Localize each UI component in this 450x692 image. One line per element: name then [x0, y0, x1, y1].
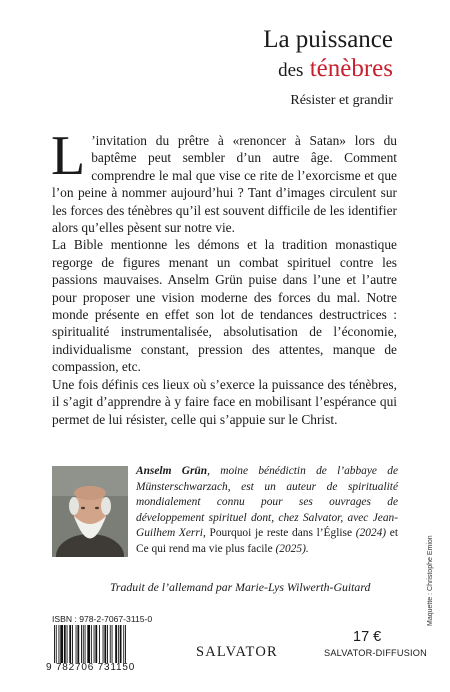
title-line-2-prefix: des	[278, 60, 304, 81]
barcode-bar	[67, 625, 68, 663]
author-book-2: Ce qui rend ma vie plus facile	[136, 542, 276, 555]
author-book-1-year: (2024)	[355, 527, 387, 540]
barcode-number: 9 782706 731150	[46, 662, 136, 673]
barcode-bar	[54, 625, 55, 663]
blurb-paragraph-2: La Bible mentionne les démons et la tradition monastique regorge de figures menant un combat spirituel contre les passions mauvaises. Anselm Grün puise dans l’une et l’autre pour proposer une vision moderne des forces du mal. Notre monde présente en effet son lot de tendances destructrices : spiritualité instrumentalisée, absolutisation de l’économie, individualisme constant, pression des attentes, manque de compassion, etc.	[52, 237, 397, 375]
barcode-bar	[69, 625, 71, 663]
barcode-bar	[107, 625, 108, 663]
author-book-1: Pourquoi je reste dans l’Église	[205, 527, 356, 540]
barcode-bar	[77, 625, 79, 663]
book-subtitle: Résister et grandir	[290, 93, 393, 108]
barcode-bar	[59, 625, 60, 663]
author-bio-text: , moine bénédictin de l’abbaye de Münsterschwarzach, est un auteur de spiritualité mondialement connu pour ses ouvrages de développement spirituel dont, chez Salvator, avec Jean-Guilhem Xerri,	[136, 465, 399, 540]
barcode-bar	[60, 625, 63, 663]
barcode-bar	[110, 625, 111, 663]
barcode-bar	[123, 625, 124, 663]
design-credit: Maquette : Christophe Emion	[427, 535, 434, 626]
title-line-1: La puissance	[263, 26, 393, 53]
blurb-paragraph-3: Une fois définis ces lieux où s’exerce la puissance des ténèbres, il s’agit d’apprendre à y faire face en mobilisant l’espérance qui permet de lui résister, celle qui s’appuie sur le Christ.	[52, 376, 397, 427]
title-line-2-accent: ténèbres	[309, 55, 393, 82]
barcode-bar	[104, 625, 106, 663]
barcode-bar	[94, 625, 95, 663]
author-book-2-year: (2025).	[275, 542, 309, 555]
barcode-bar	[99, 625, 100, 663]
barcode-bar	[125, 625, 126, 663]
blurb-text	[51, 125, 397, 428]
barcode-bar	[87, 625, 90, 663]
barcode-bar	[95, 625, 97, 663]
translator-credit: Traduit de l’allemand par Marie-Lys Wilwerth-Guitard	[110, 580, 371, 594]
book-title	[263, 26, 393, 86]
barcode-bar	[81, 625, 82, 663]
barcode-bar	[83, 625, 84, 663]
barcode-bar	[112, 625, 113, 663]
barcode-bar	[64, 625, 66, 663]
barcode-bar	[118, 625, 119, 663]
drop-cap: L	[51, 125, 86, 187]
barcode-bar	[72, 625, 73, 663]
author-photo	[52, 466, 128, 557]
barcode-bar	[56, 625, 57, 663]
barcode-bar	[120, 625, 122, 663]
barcode-bar	[91, 625, 92, 663]
author-bio	[136, 464, 398, 558]
author-name: Anselm Grün	[136, 465, 208, 477]
barcode-icon	[52, 625, 164, 663]
barcode-bar	[115, 625, 117, 663]
barcode-bar	[103, 625, 104, 663]
blurb-paragraph-1-text: ’invitation du prêtre à «renoncer à Satan» lors du baptême peut sembler d’un autre âge. Comment comprendre le mal que vise ce rite de l’exorcisme et que l’on peine à nommer aujourd’hui ? Tant d’images circulent sur les forces des ténèbres qu’il est souvent difficile de les identifier alors qu’elles pèsent sur notre vie.	[52, 133, 397, 236]
blurb-paragraph-1	[51, 125, 397, 236]
title-line-2	[263, 54, 393, 86]
price: 17 €	[353, 629, 382, 645]
publisher-name: SALVATOR	[196, 644, 278, 660]
isbn: ISBN : 978-2-7067-3115-0	[52, 614, 153, 624]
barcode-bar	[85, 625, 86, 663]
distributor: SALVATOR-DIFFUSION	[324, 648, 427, 658]
author-portrait-icon	[52, 466, 128, 557]
author-book-separator: et	[386, 527, 398, 540]
barcode-bar	[76, 625, 77, 663]
